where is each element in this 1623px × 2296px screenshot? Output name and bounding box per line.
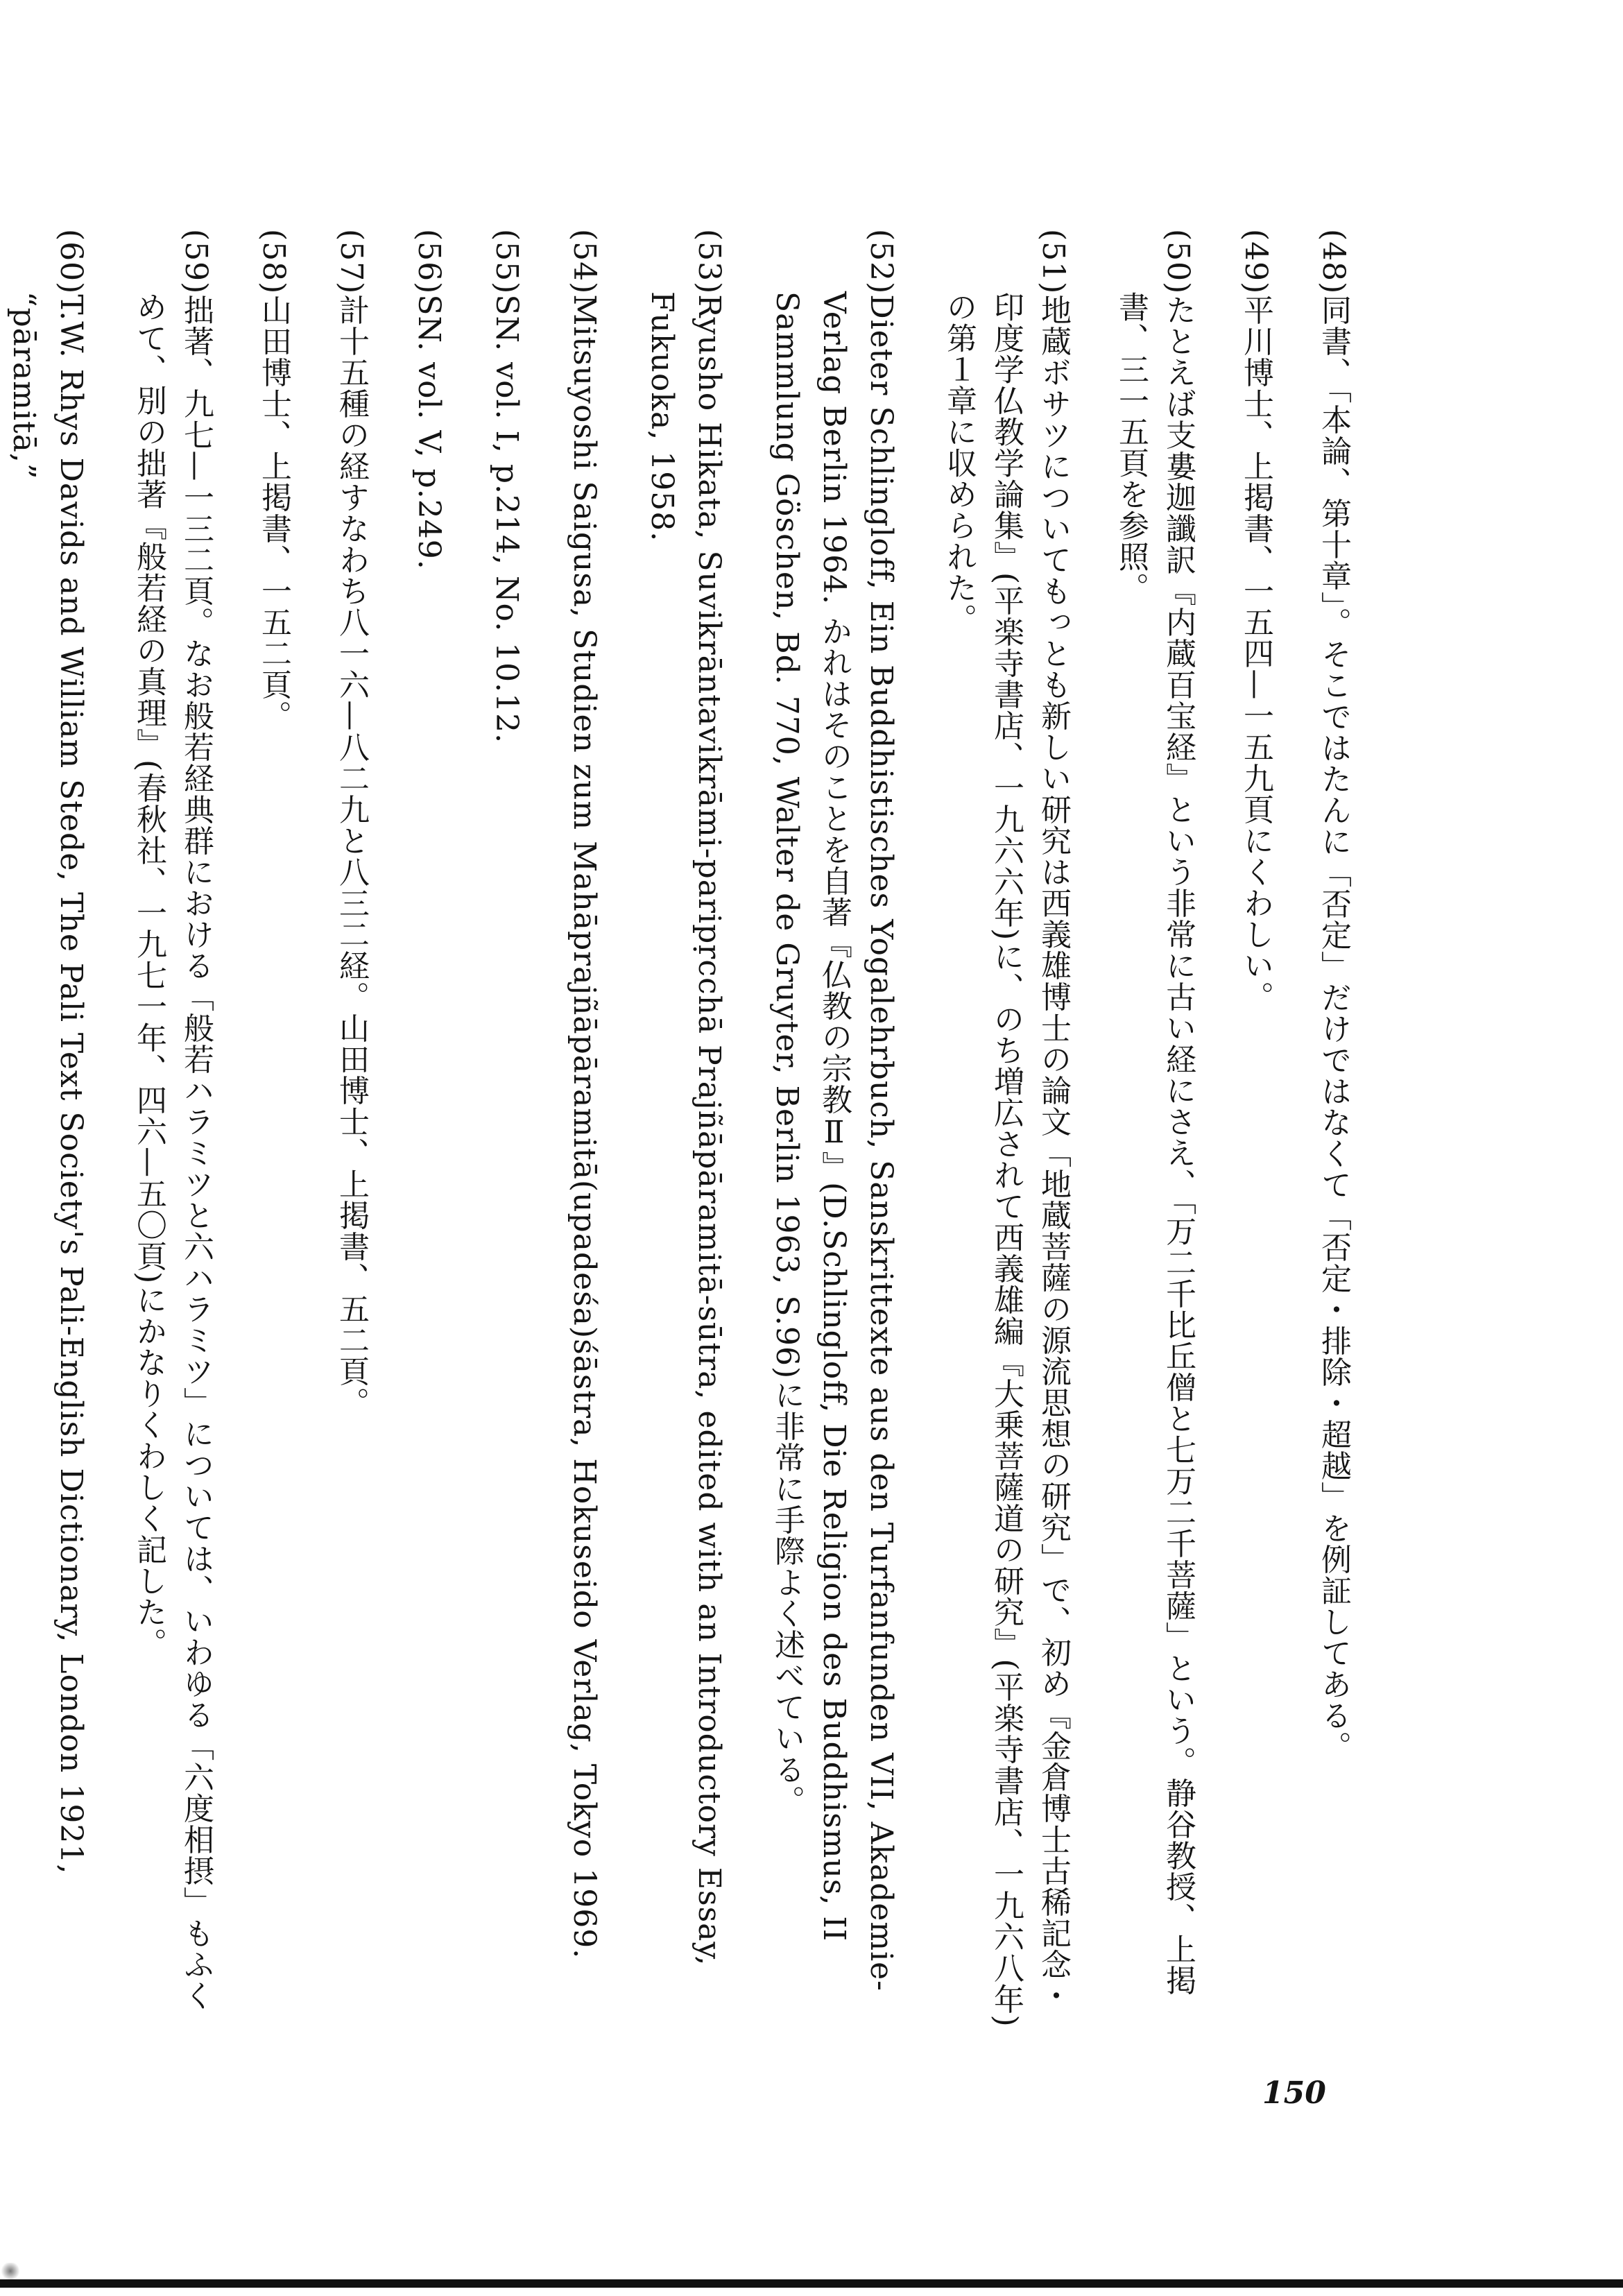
note-text: T.W. Rhys Davids and William Stede, The Pali Text Society's Pali-English Dictionary, London 1921, “pāramitā,”	[6, 291, 89, 1875]
note-text: たとえば支婁迦讖訳『内蔵百宝経』という非常に古い経にさえ、「万二千比丘僧と七万二千菩薩」という。静谷教授、上掲書、三一五頁を参照。	[1113, 291, 1196, 1996]
note-text: SN. vol. I, p.214, No. 10.12.	[489, 294, 524, 744]
note-text: 山田博士、上掲書、一五二頁。	[256, 294, 291, 732]
note-text: Mitsuyoshi Saigusa, Studien zum Mahāprajñāpāramitā(upadeśa)śāstra, Hokuseido Verlag, Tokyo 1969.	[567, 294, 602, 1960]
note-number: (56)	[411, 229, 447, 295]
note-56	[405, 229, 452, 2032]
note-60	[0, 229, 94, 2032]
note-number: (57)	[334, 229, 369, 295]
note-51	[935, 229, 1076, 2032]
note-number: (52)	[864, 229, 899, 295]
note-number: (53)	[692, 229, 727, 295]
note-50	[1107, 229, 1201, 2032]
note-number: (49)	[1238, 229, 1273, 295]
note-number: (54)	[567, 229, 602, 295]
note-54	[560, 229, 608, 2032]
note-58	[250, 229, 297, 2032]
note-49	[1232, 229, 1279, 2032]
note-text: 拙著、九七—一三二頁。なお般若経典群における「般若ハラミツと六ハラミツ」については、いわゆる「六度相摂」もふくめて、別の拙著『般若経の真理』(春秋社、一九七一年、四六—五〇頁)にかなりくわしく記した。	[131, 291, 214, 2012]
note-text: Ryusho Hikata, Suvikrāntavikrāmi-paripṛcchā Prajñāpāramitā-sūtra, edited with an Introductory Essay, Fukuoka, 1958.	[644, 291, 727, 1967]
note-text: 同書、「本論、第十章」。そこではたんに「否定」だけではなくて「否定・排除・超越」を例証してある。	[1316, 294, 1351, 1763]
bottom-scan-edge	[0, 2279, 1623, 2288]
note-57	[327, 229, 375, 2032]
note-number: (58)	[256, 229, 291, 295]
note-55	[483, 229, 530, 2032]
note-53	[638, 229, 732, 2032]
note-number: (55)	[489, 229, 524, 295]
note-text: 平川博士、上掲書、一五四—一五九頁にくわしい。	[1238, 294, 1273, 1013]
note-number: (51)	[1036, 229, 1071, 295]
note-48	[1309, 229, 1357, 2032]
note-text: 地蔵ボサツについてもっとも新しい研究は西義雄博士の論文「地蔵菩薩の源流思想の研究」で、初め『金倉博士古稀記念・印度学仏教学論集』(平楽寺書店、一九六六年)に、のち増広されて西義雄編『大乗菩薩道の研究』(平楽寺書店、一九六八年)の第１章に収められた。	[941, 291, 1071, 2028]
note-number: (48)	[1316, 229, 1351, 295]
note-text: 計十五種の経すなわち八一六—八二九と八三二経。山田博士、上掲書、五二頁。	[334, 294, 369, 1419]
scan-smudge	[0, 2263, 21, 2279]
endnotes-column	[0, 229, 1387, 2032]
note-text: Dieter Schlingloff, Ein Buddhistisches Yogalehrbuch, Sanskrittexte aus den Turfanfunden VII, Akademie-Verlag Berlin 1964. かれはそのことを自著『仏教の宗教Ⅱ』(D.Schlingloff, Die Religion des Buddhismus, II Sammlung Göschen, Bd. 770, Walter de Gruyter, Berlin 1963, S.96)に非常に手際よく述べている。	[769, 291, 899, 1992]
note-52	[763, 229, 904, 2032]
page-number: 150	[1262, 2075, 1326, 2111]
note-text: SN. vol. V, p.249.	[411, 294, 447, 570]
note-number: (60)	[53, 229, 89, 295]
note-59	[125, 229, 219, 2032]
note-number: (50)	[1160, 229, 1196, 295]
note-number: (59)	[178, 229, 214, 295]
